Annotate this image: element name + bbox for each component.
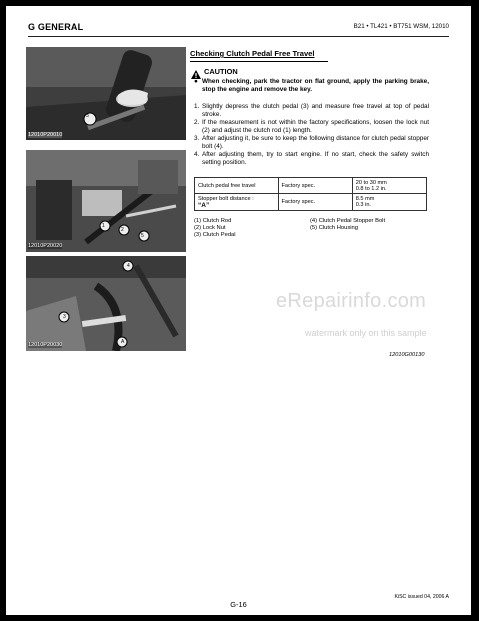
manual-page <box>6 6 471 615</box>
step-4: 4. After adjusting them, try to start engine. If no start, check the safety switch setting position. <box>194 151 429 167</box>
step-3: 3. After adjusting it, be sure to keep the following distance for clutch pedal stopper bolt (4). <box>194 135 429 151</box>
header-models: B21 • TL421 • BT751 WSM, 12010 <box>353 23 449 30</box>
header-section: G GENERAL <box>28 22 84 32</box>
callout-2: 2 <box>121 227 124 233</box>
issue-code: KiSC issued 04, 2006 A <box>394 594 449 600</box>
caution-label: CAUTION <box>204 67 238 76</box>
page-number: G-16 <box>230 600 247 609</box>
step-2: 2. If the measurement is not within the factory specifications, loosen the lock nut (2) and adjust the clutch rod (1) length. <box>194 119 429 135</box>
title-rule <box>190 61 328 62</box>
legend-right: (4) Clutch Pedal Stopper Bolt (5) Clutch Housing <box>310 218 386 232</box>
callout-3: 3 <box>86 113 89 119</box>
callout-4: 4 <box>127 263 130 269</box>
bullet-icon: ● <box>194 78 198 85</box>
caution-body: When checking, park the tractor on flat ground, apply the parking brake, stop the engine and remove the key. <box>202 78 429 94</box>
watermark-main: eRepairinfo.com <box>276 290 427 312</box>
figure-code: 12010G00130 <box>389 352 425 358</box>
photo-stopper-bolt <box>26 256 186 351</box>
legend-left: (1) Clutch Rod (2) Lock Nut (3) Clutch Pedal <box>194 218 236 239</box>
figure-label-1: 12010P20010 <box>28 132 63 138</box>
callout-a: A <box>121 339 125 345</box>
section-title: Checking Clutch Pedal Free Travel <box>190 49 315 58</box>
spec-table <box>194 177 427 211</box>
page-header <box>28 22 449 37</box>
table-row: Stopper bolt distance : “A” Factory spec. 8.5 mm 0.3 in. <box>195 194 427 211</box>
figure-label-3: 12010P20030 <box>28 342 63 348</box>
caution-text <box>194 78 429 94</box>
watermark-sub: watermark only on this sample <box>305 328 427 338</box>
callout-5: 5 <box>141 233 144 239</box>
table-row: Clutch pedal free travel Factory spec. 20 to 30 mm 0.8 to 1.2 in. <box>195 178 427 194</box>
step-1: 1. Slightly depress the clutch pedal (3) and measure free travel at top of pedal stroke. <box>194 103 429 119</box>
photo-clutch-rod <box>26 150 186 252</box>
callout-1: 1 <box>102 223 105 229</box>
photo-clutch-pedal <box>26 47 186 140</box>
figure-label-2: 12010P20020 <box>28 243 63 249</box>
callout-3b: 3 <box>63 314 66 320</box>
